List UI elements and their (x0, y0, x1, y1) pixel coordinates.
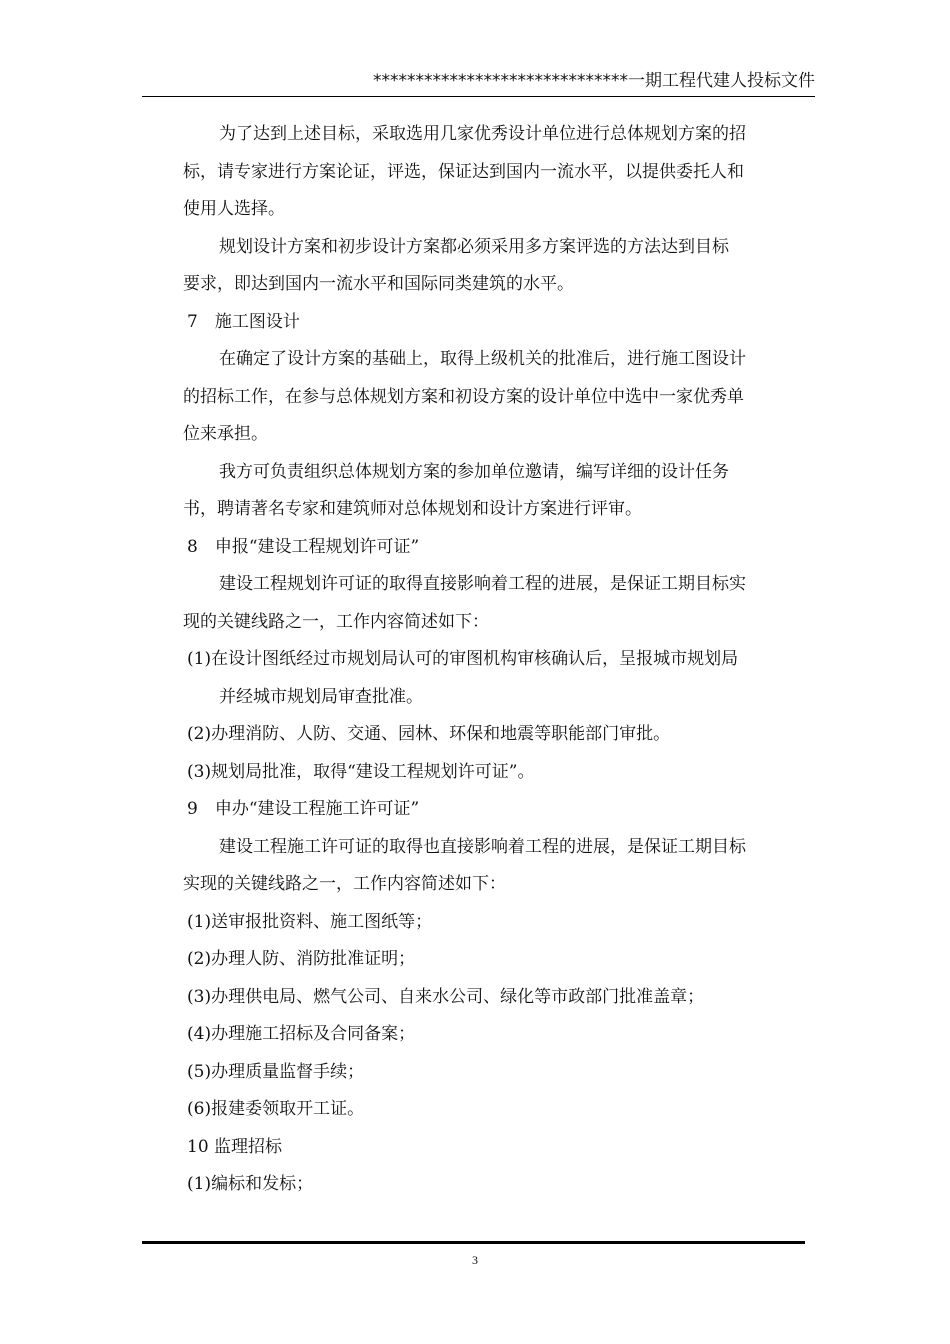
text-line: 并经城市规划局审查批准。 (219, 686, 423, 707)
text-line: 规划设计方案和初步设计方案都必须采用多方案评选的方法达到目标 (219, 236, 729, 257)
text-line: 现的关键线路之一，工作内容简述如下： (183, 611, 489, 632)
text-line: 要求，即达到国内一流水平和国际同类建筑的水平。 (183, 274, 574, 294)
text-line: (3)办理供电局、燃气公司、自来水公司、绿化等市政部门批准盖章； (187, 986, 705, 1007)
text-line: 标，请专家进行方案论证，评选，保证达到国内一流水平，以提供委托人和 (183, 161, 744, 182)
text-line: 7 施工图设计 (187, 311, 300, 332)
text-line: (6)报建委领取开工证。 (187, 1099, 365, 1119)
text-line: (1)编标和发标； (187, 1174, 314, 1194)
text-line: 为了达到上述目标，采取选用几家优秀设计单位进行总体规划方案的招 (219, 124, 746, 144)
text-line: 在确定了设计方案的基础上，取得上级机关的批准后，进行施工图设计 (219, 349, 746, 369)
page-header (142, 66, 815, 94)
text-line: 的招标工作，在参与总体规划方案和初设方案的设计单位中选中一家优秀单 (183, 386, 744, 407)
text-line: (1)在设计图纸经过市规划局认可的审图机构审核确认后，呈报城市规划局 (187, 649, 739, 669)
text-line: (1)送审报批资料、施工图纸等； (187, 911, 433, 932)
header-title: ******************************一期工程代建人投标文件 (373, 71, 815, 91)
text-line: 书，聘请著名专家和建筑师对总体规划和设计方案进行评审。 (183, 499, 642, 519)
text-line: 建设工程施工许可证的取得也直接影响着工程的进展，是保证工期目标 (219, 836, 746, 857)
header-divider (142, 96, 815, 97)
text-line: 我方可负责组织总体规划方案的参加单位邀请，编写详细的设计任务 (219, 461, 729, 482)
text-line: 使用人选择。 (183, 199, 285, 219)
text-line: (5)办理质量监督手续； (187, 1061, 365, 1082)
text-line: (3)规划局批准，取得“建设工程规划许可证”。 (187, 761, 535, 782)
text-line: 9 申办“建设工程施工许可证” (187, 799, 420, 819)
text-line: 位来承担。 (183, 424, 268, 444)
document-body (183, 116, 822, 1204)
text-line: 建设工程规划许可证的取得直接影响着工程的进展，是保证工期目标实 (219, 574, 746, 594)
text-line: (2)办理消防、人防、交通、园林、环保和地震等职能部门审批。 (187, 724, 671, 744)
text-line: (2)办理人防、消防批准证明； (187, 949, 416, 969)
footer-divider (142, 1241, 805, 1244)
text-line: 实现的关键线路之一，工作内容简述如下： (183, 874, 506, 894)
text-line: 8 申报“建设工程规划许可证” (187, 536, 420, 557)
page-number: 3 (472, 1253, 478, 1267)
text-line: 10 监理招标 (187, 1136, 283, 1157)
text-line: (4)办理施工招标及合同备案； (187, 1024, 416, 1044)
